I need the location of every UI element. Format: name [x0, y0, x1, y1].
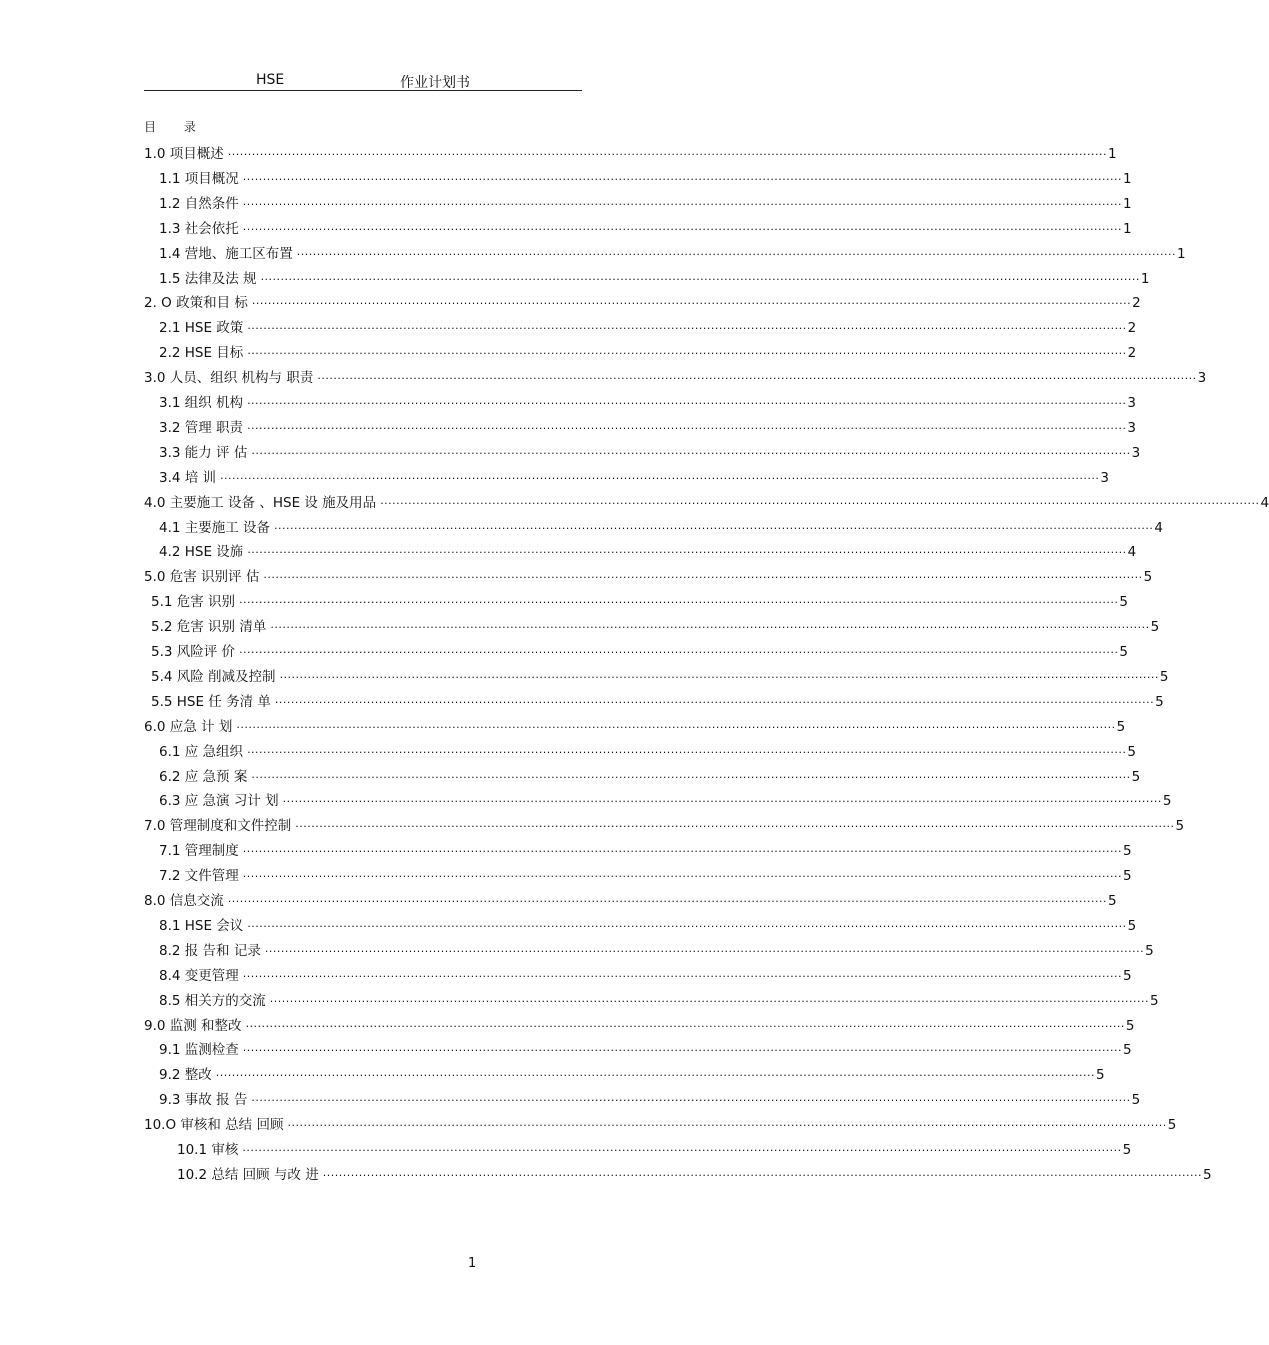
- toc-entry[interactable]: [144, 289, 1141, 312]
- toc-entry-page: 1: [1140, 270, 1150, 287]
- toc-entry[interactable]: [159, 862, 1132, 885]
- toc-entry-page: 5: [1122, 1142, 1132, 1158]
- toc-entry[interactable]: [159, 265, 1150, 287]
- toc-leader-dots: ............................................................................................................................................................................................................................: [215, 1066, 1096, 1080]
- toc-entry[interactable]: [151, 613, 1160, 636]
- toc-entry-page: 5: [1119, 644, 1128, 660]
- toc-entry-page: 5: [1159, 668, 1169, 685]
- toc-entry-label: 10.2 总结 回顾 与改 进: [177, 1166, 319, 1183]
- toc-leader-dots: ............................................................................................................................................................................................................................: [242, 966, 1123, 980]
- toc-entry-page: 5: [1127, 917, 1137, 934]
- toc-entry-page: 5: [1119, 594, 1128, 611]
- toc-entry-page: 4: [1260, 494, 1269, 511]
- toc-entry[interactable]: [159, 464, 1109, 486]
- toc-leader-dots: ............................................................................................................................................................................................................................: [251, 1091, 1131, 1105]
- toc-entry[interactable]: [144, 140, 1117, 162]
- toc-leader-dots: ............................................................................................................................................................................................................................: [251, 443, 1131, 457]
- toc-entry-page: 5: [1175, 818, 1185, 835]
- toc-entry-page: 5: [1127, 743, 1136, 760]
- toc-entry[interactable]: [159, 987, 1159, 1009]
- toc-entry-label: 3.0 人员、组织 机构与 职责: [144, 370, 314, 387]
- toc-entry-page: 5: [1150, 992, 1159, 1009]
- toc-entry-label: 1.2 自然条件: [159, 195, 239, 212]
- toc-entry[interactable]: [159, 787, 1172, 810]
- toc-entry[interactable]: [159, 240, 1186, 262]
- toc-entry-page: 5: [1116, 718, 1126, 735]
- page-header: [144, 70, 582, 91]
- toc-entry-label: 5.2 危害 识别 清单: [151, 619, 267, 636]
- toc-entry-page: 5: [1123, 843, 1132, 860]
- toc-entry[interactable]: [159, 215, 1132, 237]
- toc-leader-dots: ............................................................................................................................................................................................................................: [380, 493, 1260, 507]
- toc-entry-page: 5: [1123, 1042, 1132, 1059]
- toc-leader-dots: ............................................................................................................................................................................................................................: [270, 618, 1150, 632]
- toc-leader-dots: ............................................................................................................................................................................................................................: [236, 717, 1116, 731]
- toc-entry[interactable]: [159, 912, 1137, 934]
- toc-entry-label: 4.1 主要施工 设备: [159, 519, 271, 536]
- toc-entry-label: 1.5 法律及法 规: [159, 270, 257, 287]
- toc-entry[interactable]: [151, 663, 1169, 685]
- toc-leader-dots: ............................................................................................................................................................................................................................: [242, 842, 1123, 856]
- toc-entry[interactable]: [159, 1061, 1105, 1084]
- toc-entry-page: 1: [1123, 195, 1132, 212]
- toc-entry-page: 5: [1131, 768, 1141, 785]
- toc-entry-label: 3.2 管理 职责: [159, 419, 244, 436]
- toc-entry[interactable]: [151, 588, 1128, 611]
- header-right-text: 作业计划书: [400, 75, 470, 91]
- toc-entry-label: 1.3 社会依托: [159, 220, 239, 237]
- toc-leader-dots: ............................................................................................................................................................................................................................: [322, 1165, 1202, 1179]
- toc-entry-label: 2.2 HSE 目标: [159, 345, 244, 362]
- toc-leader-dots: ............................................................................................................................................................................................................................: [239, 593, 1119, 607]
- toc-entry[interactable]: [159, 937, 1154, 959]
- toc-entry[interactable]: [151, 638, 1128, 660]
- toc-entry-label: 10.O 审核和 总结 回顾: [144, 1117, 284, 1134]
- toc-entry-page: 3: [1100, 469, 1109, 486]
- toc-leader-dots: ............................................................................................................................................................................................................................: [274, 518, 1154, 532]
- toc-entry[interactable]: [177, 1136, 1132, 1158]
- toc-entry-page: 4: [1127, 544, 1137, 561]
- toc-entry[interactable]: [159, 514, 1163, 536]
- toc-entry-label: 3.4 培 训: [159, 469, 217, 486]
- toc-entry[interactable]: [159, 763, 1141, 785]
- toc-entry-label: 4.2 HSE 设旆: [159, 544, 244, 561]
- toc-leader-dots: ............................................................................................................................................................................................................................: [269, 991, 1150, 1005]
- toc-entry[interactable]: [151, 688, 1164, 710]
- toc-entry-label: 4.0 主要施工 设备 、HSE 设 施及用品: [144, 494, 377, 511]
- toc-entry-label: 9.1 监测检查: [159, 1042, 239, 1059]
- toc-entry-label: 5.1 危害 识别: [151, 594, 236, 611]
- page-number: 1: [468, 1256, 477, 1271]
- toc-entry[interactable]: [177, 1161, 1212, 1183]
- toc-entry-page: 1: [1177, 245, 1186, 262]
- toc-leader-dots: ............................................................................................................................................................................................................................: [279, 667, 1159, 681]
- toc-leader-dots: ............................................................................................................................................................................................................................: [242, 867, 1123, 881]
- toc-leader-dots: ............................................................................................................................................................................................................................: [242, 219, 1123, 233]
- toc-leader-dots: ............................................................................................................................................................................................................................: [247, 742, 1127, 756]
- toc-entry-page: 5: [1202, 1166, 1212, 1183]
- toc-entry[interactable]: [159, 962, 1132, 984]
- toc-entry-label: 1.4 营地、施工区布置: [159, 245, 293, 262]
- toc-entry-label: 7.0 管理制度和文件控制: [144, 818, 292, 835]
- toc-leader-dots: ............................................................................................................................................................................................................................: [282, 792, 1162, 806]
- toc-entry-page: 5: [1162, 793, 1172, 810]
- toc-entry-label: 5.0 危害 识别评 估: [144, 569, 260, 586]
- toc-entry-page: 5: [1123, 967, 1132, 984]
- toc-entry-label: 9.0 监测 和整改: [144, 1017, 242, 1034]
- toc-entry-page: 5: [1123, 868, 1132, 885]
- toc-leader-dots: ............................................................................................................................................................................................................................: [296, 244, 1177, 258]
- toc-entry[interactable]: [144, 489, 1269, 511]
- toc-entry-page: 5: [1155, 693, 1164, 710]
- toc-entry[interactable]: [159, 538, 1137, 561]
- toc-entry[interactable]: [159, 439, 1141, 461]
- toc-entry[interactable]: [159, 190, 1132, 212]
- toc-entry-label: 5.5 HSE 任 务清 单: [151, 693, 271, 710]
- toc-leader-dots: ............................................................................................................................................................................................................................: [242, 194, 1123, 208]
- toc-entry-label: 2. O 政策和目 标: [144, 295, 248, 312]
- toc-entry-label: 8.0 信息交流: [144, 893, 224, 909]
- toc-entry-page: 3: [1127, 395, 1136, 411]
- toc-leader-dots: ............................................................................................................................................................................................................................: [317, 369, 1197, 383]
- toc-leader-dots: ............................................................................................................................................................................................................................: [245, 1016, 1125, 1030]
- toc-entry-label: 1.1 项目概况: [159, 170, 239, 187]
- toc-title: 目 录: [144, 120, 208, 134]
- toc-entry-page: 5: [1125, 1017, 1135, 1034]
- toc-entry-label: 3.1 组织 机构: [159, 395, 244, 411]
- toc-entry-page: 2: [1127, 345, 1137, 362]
- toc-leader-dots: ............................................................................................................................................................................................................................: [247, 344, 1127, 358]
- toc-entry-page: 5: [1108, 893, 1117, 909]
- toc-entry[interactable]: [144, 1012, 1135, 1034]
- toc-entry-label: 2.1 HSE 政策: [159, 320, 244, 337]
- toc-entry[interactable]: [159, 1086, 1141, 1109]
- toc-entry-label: 1.0 项目概述: [144, 146, 224, 162]
- toc-entry-page: 5: [1145, 942, 1154, 959]
- toc-entry-label: 6.1 应 急组织: [159, 743, 244, 760]
- toc-leader-dots: ............................................................................................................................................................................................................................: [264, 941, 1145, 955]
- toc-leader-dots: ............................................................................................................................................................................................................................: [251, 767, 1131, 781]
- toc-entry[interactable]: [159, 165, 1132, 187]
- toc-leader-dots: ............................................................................................................................................................................................................................: [247, 543, 1127, 557]
- toc-leader-dots: ............................................................................................................................................................................................................................: [247, 319, 1127, 333]
- toc-entry-label: 7.1 管理制度: [159, 843, 239, 860]
- toc-entry[interactable]: [159, 837, 1132, 860]
- toc-entry[interactable]: [144, 812, 1185, 835]
- toc-entry-label: 6.2 应 急预 案: [159, 768, 248, 785]
- toc-leader-dots: ............................................................................................................................................................................................................................: [242, 169, 1123, 183]
- toc-entry-page: 5: [1131, 1092, 1141, 1109]
- toc-entry[interactable]: [159, 389, 1136, 411]
- toc-entry[interactable]: [159, 738, 1136, 760]
- toc-entry-label: 9.3 事故 报 告: [159, 1092, 248, 1109]
- toc-entry[interactable]: [144, 563, 1153, 586]
- toc-entry[interactable]: [144, 1111, 1177, 1134]
- toc-entry[interactable]: [144, 364, 1207, 387]
- toc-entry-page: 1: [1123, 170, 1132, 187]
- toc-entry-page: 1: [1108, 146, 1117, 162]
- toc-leader-dots: ............................................................................................................................................................................................................................: [227, 892, 1108, 905]
- toc-entry-page: 2: [1132, 295, 1141, 312]
- toc-entry-page: 3: [1197, 370, 1207, 387]
- toc-entry-page: 5: [1150, 619, 1160, 636]
- header-left-text: HSE: [256, 72, 285, 88]
- toc-leader-dots: ............................................................................................................................................................................................................................: [242, 1041, 1123, 1055]
- toc-leader-dots: ............................................................................................................................................................................................................................: [242, 1141, 1122, 1154]
- toc-entry-page: 3: [1131, 444, 1141, 461]
- toc-entry[interactable]: [159, 339, 1137, 362]
- toc-entry-label: 6.0 应急 计 划: [144, 718, 233, 735]
- toc-leader-dots: ............................................................................................................................................................................................................................: [295, 817, 1175, 831]
- toc-entry-label: 10.1 审核: [177, 1142, 239, 1158]
- toc-entry[interactable]: [159, 314, 1137, 337]
- toc-entry[interactable]: [144, 887, 1117, 909]
- toc-entry-label: 8.1 HSE 会议: [159, 917, 244, 934]
- toc-entry-label: 8.4 变更管理: [159, 967, 239, 984]
- toc-entry-page: 3: [1127, 419, 1136, 436]
- toc-entry[interactable]: [159, 414, 1136, 436]
- toc-leader-dots: ............................................................................................................................................................................................................................: [274, 692, 1155, 706]
- toc-entry-label: 7.2 文件管理: [159, 868, 239, 885]
- toc-entry[interactable]: [144, 713, 1126, 735]
- toc-entry-label: 8.2 报 告和 记录: [159, 942, 261, 959]
- toc-entry-page: 5: [1143, 569, 1153, 586]
- toc-leader-dots: ............................................................................................................................................................................................................................: [239, 643, 1119, 656]
- toc-leader-dots: ............................................................................................................................................................................................................................: [227, 145, 1108, 158]
- toc-entry-label: 6.3 应 急演 习计 划: [159, 793, 279, 810]
- toc-entry-page: 2: [1127, 320, 1137, 337]
- toc-leader-dots: ............................................................................................................................................................................................................................: [247, 394, 1127, 407]
- toc-leader-dots: ............................................................................................................................................................................................................................: [247, 916, 1127, 930]
- toc-entry-page: 4: [1154, 519, 1163, 536]
- toc-leader-dots: ............................................................................................................................................................................................................................: [251, 294, 1132, 308]
- toc-entry-label: 5.3 风险评 价: [151, 644, 236, 660]
- toc-entry-label: 8.5 相关方的交流: [159, 992, 266, 1009]
- toc-leader-dots: ............................................................................................................................................................................................................................: [260, 269, 1140, 283]
- toc-entry-label: 9.2 整改: [159, 1067, 212, 1084]
- toc-entry[interactable]: [159, 1036, 1132, 1059]
- toc-leader-dots: ............................................................................................................................................................................................................................: [247, 418, 1127, 432]
- toc-leader-dots: ............................................................................................................................................................................................................................: [220, 468, 1100, 482]
- toc-entry-label: 5.4 风险 削减及控制: [151, 668, 276, 685]
- toc-entry-page: 1: [1123, 220, 1132, 237]
- toc-entry-page: 5: [1096, 1067, 1105, 1084]
- toc-entry-page: 5: [1167, 1117, 1177, 1134]
- toc-entry-label: 3.3 能力 评 估: [159, 444, 248, 461]
- toc-leader-dots: ............................................................................................................................................................................................................................: [263, 568, 1143, 582]
- toc-leader-dots: ............................................................................................................................................................................................................................: [287, 1116, 1167, 1130]
